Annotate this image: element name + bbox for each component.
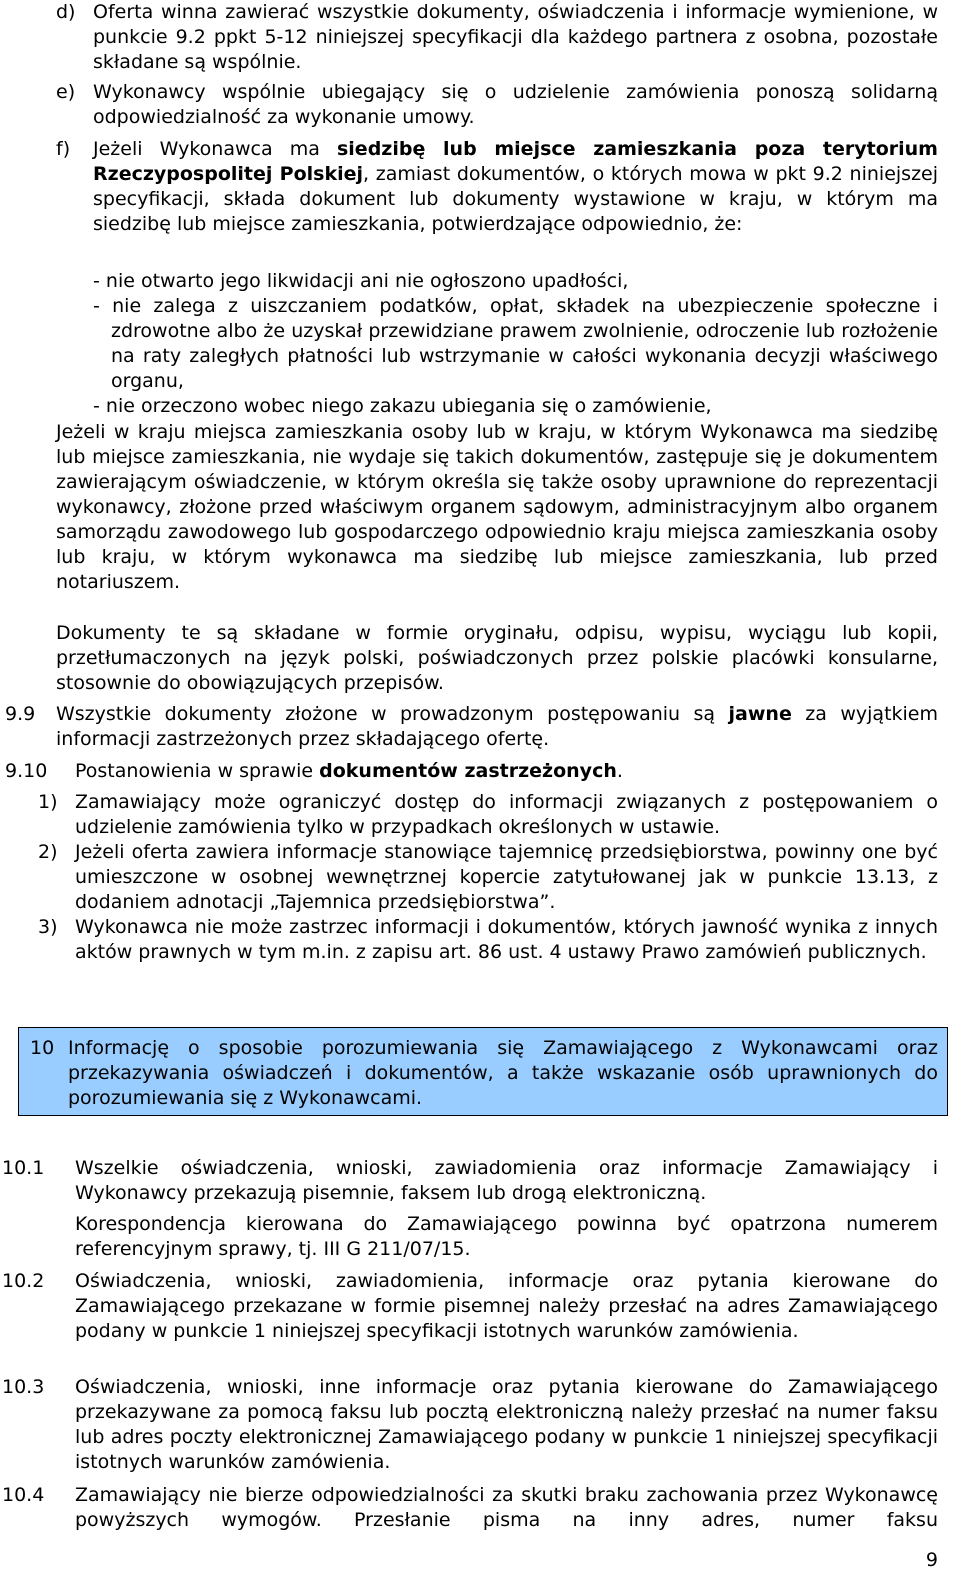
section-number-10-2: 10.2 — [2, 1270, 45, 1292]
list-item-label: 2) — [38, 841, 58, 863]
paragraph-jezeli: Jeżeli w kraju miejsca zamieszkania osoby lub w kraju, w którym Wykonawca ma siedzibę lub miejsce zamieszkania, nie wydaje się takich dokumentów, zastępuje się je dokumentem zawierającym oświadczenie, w którym określa się także osoby uprawnione do reprezentacji wykonawcy, złożone przed właściwym organem sądowym, administracyjnym albo organem samorządu zawodowego lub gospodarczego odpowiednio kraju miejsca zamieszkania osoby lub kraju, w którym wykonawca ma siedzibę lub miejsce zamieszkania, lub przed notariuszem. — [56, 421, 938, 593]
list-item: Wykonawca nie może zastrzec informacji i dokumentów, których jawność wynika z innych aktów prawnych w tym m.in. z zapisu art. 86 ust. 4 ustawy Prawo zamówień publicznych. — [75, 916, 938, 963]
section-number-9-10: 9.10 — [5, 760, 48, 782]
section-10-4-text: Zamawiający nie bierze odpowiedzialności za skutki braku zachowania przez Wykonawcę powyższych wymogów. Przesłanie pisma na inny adres, numer faksu — [75, 1484, 938, 1531]
item-label-e: e) — [56, 81, 76, 103]
item-e-text: Wykonawcy wspólnie ubiegający się o udzielenie zamówienia ponoszą solidarną odpowiedzialność za wykonanie umowy. — [93, 81, 938, 128]
list-item: - nie zalega z uiszczaniem podatków, opłat, składek na ubezpieczenie społeczne i zdrowotne albo że uzyskał przewidziane prawem zwolnienie, odroczenie lub rozłożenie na raty zaległych płatności lub wstrzymanie w całości wykonania decyzji właściwego organu, — [93, 295, 938, 392]
list-item: Jeżeli oferta zawiera informacje stanowiące tajemnicę przedsiębiorstwa, powinny one być umieszczone w osobnej wewnętrznej kopercie zatytułowanej jak w punkcie 13.13, z dodaniem adnotacji „Tajemnica przedsiębiorstwa”. — [75, 841, 938, 913]
item-label-d: d) — [56, 1, 76, 23]
item-label-f: f) — [56, 138, 71, 160]
item-f-text: Jeżeli Wykonawca ma siedzibę lub miejsce zamieszkania poza terytorium Rzeczypospolitej Polskiej, zamiast dokumentów, o których mowa w pkt 9.2 niniejszej specyfikacji, składa dokument lub dokumenty wystawione w kraju, w którym ma siedzibę lub miejsce zamieszkania, potwierdzające odpowiednio, że: — [93, 138, 939, 235]
list-item-label: 1) — [38, 791, 58, 813]
list-item: - nie otwarto jego likwidacji ani nie ogłoszono upadłości, — [93, 270, 629, 292]
section-10-1-text2: Korespondencja kierowana do Zamawiającego powinna być opatrzona numerem referencyjnym sprawy, tj. III G 211/07/15. — [75, 1213, 938, 1260]
section-10-3-text: Oświadczenia, wnioski, inne informacje oraz pytania kierowane do Zamawiającego przekazywane za pomocą faksu lub pocztą elektroniczną należy przesłać na numer faksu lub adres poczty elektronicznej Zamawiającego podany w punkcie 1 niniejszej specyfikacji istotnych warunków zamówienia. — [75, 1376, 938, 1473]
section-9-9-text: Wszystkie dokumenty złożone w prowadzonym postępowaniu są jawne za wyjątkiem informacji zastrzeżonych przez składającego ofertę. — [56, 703, 938, 750]
list-item: - nie orzeczono wobec niego zakazu ubiegania się o zamówienie, — [93, 395, 712, 417]
paragraph-dokumenty: Dokumenty te są składane w formie oryginału, odpisu, wypisu, wyciągu lub kopii, przetłumaczonych na język polski, poświadczonych przez polskie placówki konsularne, stosownie do obowiązujących przepisów. — [56, 622, 938, 694]
section-10-1-text: Wszelkie oświadczenia, wnioski, zawiadomienia oraz informacje Zamawiający i Wykonawcy przekazują pisemnie, faksem lub drogą elektroniczną. — [75, 1157, 938, 1204]
section-10-2-text: Oświadczenia, wnioski, zawiadomienia, informacje oraz pytania kierowane do Zamawiającego przekazane w formie pisemnej należy przesłać na adres Zamawiającego podany w punkcie 1 niniejszej specyfikacji istotnych warunków zamówienia. — [75, 1270, 938, 1342]
section-number-9-9: 9.9 — [5, 703, 36, 725]
section-number-10-4: 10.4 — [2, 1484, 45, 1506]
bullet-list — [93, 269, 938, 419]
list-item: Zamawiający może ograniczyć dostęp do informacji związanych z postępowaniem o udzielenie zamówienia tylko w przypadkach określonych w ustawie. — [75, 791, 938, 838]
list-item-label: 3) — [38, 916, 58, 938]
section-number-10-1: 10.1 — [2, 1157, 45, 1179]
section-heading-number: 10 — [30, 1037, 55, 1059]
page-number: 9 — [925, 1549, 938, 1571]
section-number-10-3: 10.3 — [2, 1376, 45, 1398]
section-9-10-text: Postanowienia w sprawie dokumentów zastrzeżonych. — [75, 760, 623, 782]
item-d-text: Oferta winna zawierać wszystkie dokumenty, oświadczenia i informacje wymienione, w punkcie 9.2 ppkt 5-12 niniejszej specyfikacji dla każdego partnera z osobna, pozostałe składane są wspólnie. — [93, 1, 938, 73]
section-heading-text: Informację o sposobie porozumiewania się Zamawiającego z Wykonawcami oraz przekazywania oświadczeń i dokumentów, a także wskazanie osób uprawnionych do porozumiewania się z Wykonawcami. — [68, 1037, 938, 1109]
